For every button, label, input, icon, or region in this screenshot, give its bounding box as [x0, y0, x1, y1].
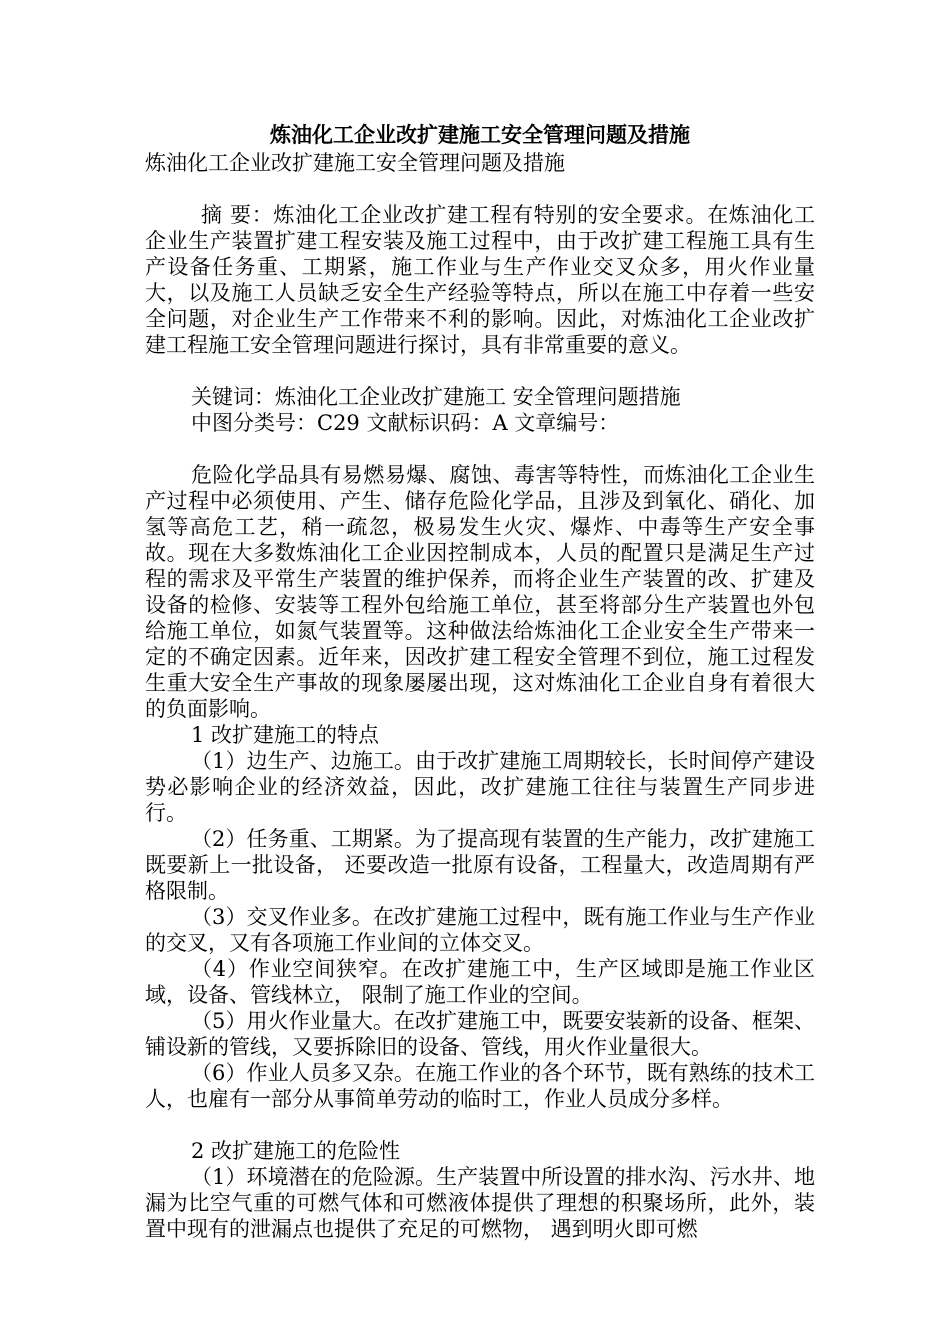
section-1-item: （3）交叉作业多。在改扩建施工过程中，既有施工作业与生产作业的交叉，又有各项施工作业间的立体交叉。 — [145, 905, 815, 955]
section-1-item: （4）作业空间狭窄。在改扩建施工中，生产区域即是施工作业区域，设备、管线林立， 限制了施工作业的空间。 — [145, 957, 815, 1007]
section-1-item: （2）任务重、工期紧。为了提高现有装置的生产能力，改扩建施工既要新上一批设备， 还要改造一批原有设备，工程量大，改造周期有严格限制。 — [145, 827, 815, 903]
section-1-item: （6）作业人员多又杂。在施工作业的各个环节，既有熟练的技术工人，也雇有一部分从事简单劳动的临时工，作业人员成分多样。 — [145, 1061, 815, 1111]
spacer — [145, 358, 815, 384]
document-title: 炼油化工企业改扩建施工安全管理问题及措施 — [270, 122, 690, 147]
document-page — [145, 122, 815, 1242]
section-1-item: （1）边生产、边施工。由于改扩建施工周期较长，长时间停产建设势必影响企业的经济效益，因此，改扩建施工往往与装置生产同步进行。 — [145, 749, 815, 825]
spacer — [145, 1112, 815, 1138]
document-subtitle: 炼油化工企业改扩建施工安全管理问题及措施 — [145, 151, 565, 175]
classification-line: 中图分类号：C29 文献标识码：A 文章编号： — [191, 411, 620, 435]
intro-paragraph: 危险化学品具有易燃易爆、腐蚀、毒害等特性，而炼油化工企业生产过程中必须使用、产生、储存危险化学品，且涉及到氧化、硝化、加氢等高危工艺，稍一疏忽，极易发生火灾、爆炸、中毒等生产安全事故。现在大多数炼油化工企业因控制成本，人员的配置只是满足生产过程的需求及平常生产装置的维护保养，而将企业生产装置的改、扩建及设备的检修、安装等工程外包给施工单位，甚至将部分生产装置也外包给施工单位，如氮气装置等。这种做法给炼油化工企业安全生产带来一定的不确定因素。近年来，因改扩建工程安全管理不到位，施工过程发生重大安全生产事故的现象屡屡出现，这对炼油化工企业自身有着很大的负面影响。 — [145, 463, 815, 721]
abstract-paragraph: 摘 要：炼油化工企业改扩建工程有特别的安全要求。在炼油化工企业生产装置扩建工程安装及施工过程中，由于改扩建工程施工具有生产设备任务重、工期紧，施工作业与生产作业交叉众多，用火作业量大，以及施工人员缺乏安全生产经验等特点，所以在施工中存着一些安全问题，对企业生产工作带来不利的影响。因此，对炼油化工企业改扩建工程施工安全管理问题进行探讨，具有非常重要的意义。 — [145, 203, 815, 357]
section-2-heading: 2 改扩建施工的危险性 — [191, 1139, 401, 1163]
spacer — [145, 176, 815, 202]
section-1-heading: 1 改扩建施工的特点 — [191, 723, 380, 747]
keywords-line: 关键词：炼油化工企业改扩建施工 安全管理问题措施 — [191, 385, 681, 409]
section-2-item: （1）环境潜在的危险源。生产装置中所设置的排水沟、污水井、地漏为比空气重的可燃气体和可燃液体提供了理想的积聚场所，此外，装置中现有的泄漏点也提供了充足的可燃物， 遇到明火即可燃 — [145, 1165, 815, 1241]
section-1-item: （5）用火作业量大。在改扩建施工中，既要安装新的设备、框架、铺设新的管线，又要拆除旧的设备、管线，用火作业量很大。 — [145, 1009, 815, 1059]
spacer — [145, 436, 815, 462]
